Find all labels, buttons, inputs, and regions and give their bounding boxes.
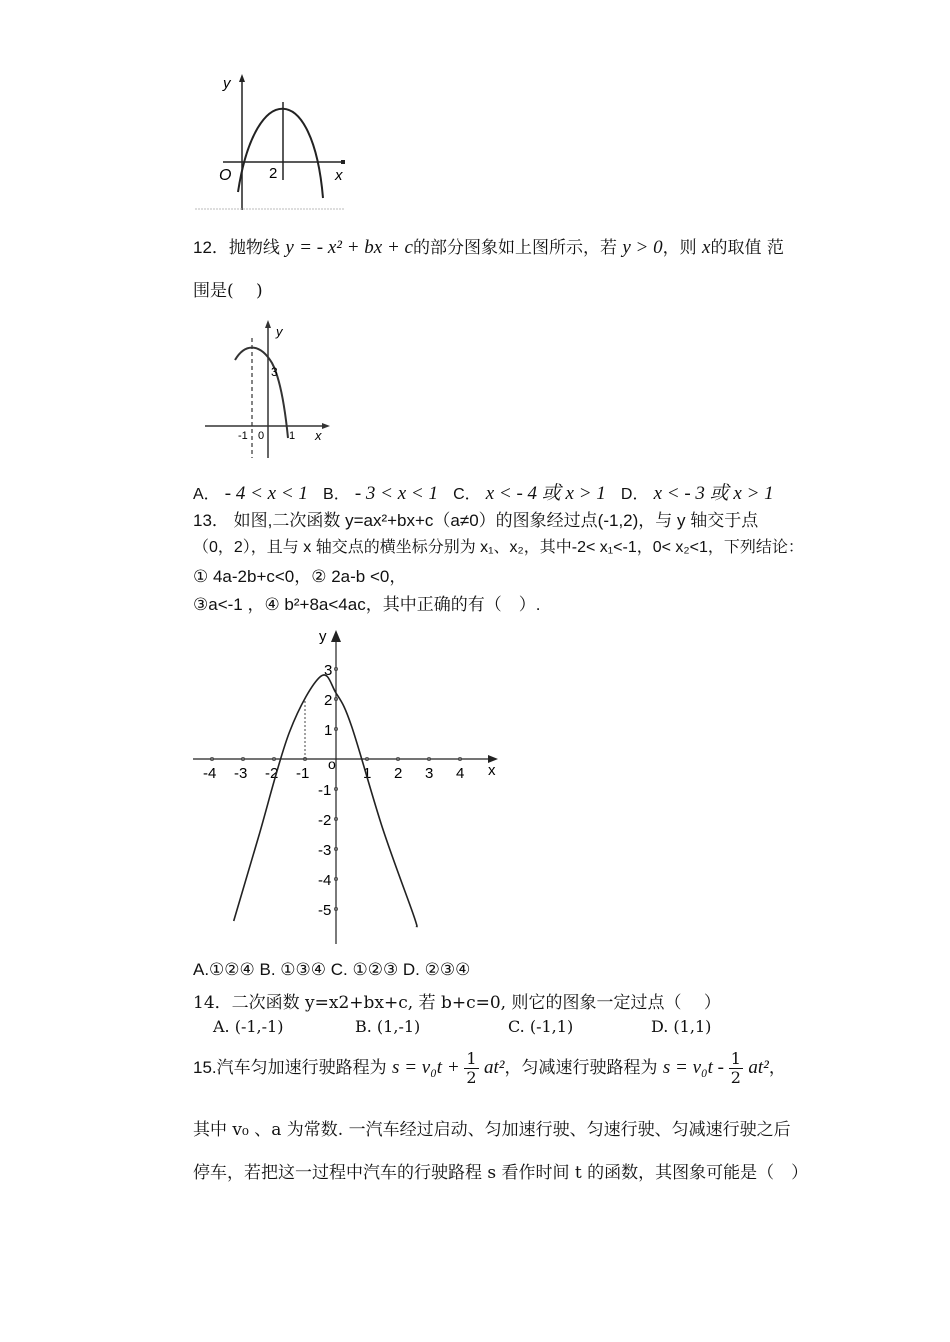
fig2-tick-1: 1 (289, 430, 296, 442)
fig2-origin: 0 (258, 430, 265, 442)
figure-2-parabola (200, 318, 335, 460)
q12-eq-rest: = - x² + bx + c (299, 237, 413, 258)
q13-line4: ③a<-1 ，④ b²+8a<4ac，其中正确的有（ ）. (193, 595, 541, 614)
q15-frac2-den: 2 (730, 1068, 741, 1087)
chart-y-tick-label-2: 1 (324, 722, 333, 739)
fig1-origin-label: O (219, 167, 232, 184)
chart-y-tick-label-0: 3 (324, 662, 333, 679)
figure-1-parabola (195, 70, 355, 212)
fig2-tick-minus1: -1 (238, 430, 248, 442)
q12-eq-y: y (285, 237, 294, 258)
q12-line1 (193, 233, 784, 259)
q15-eq1-tail: at² (484, 1057, 505, 1078)
q15-frac1-den: 2 (466, 1068, 477, 1087)
q15-eq2: s = v₀t - (662, 1057, 729, 1078)
q15-line3: 停车，若把这一过程中汽车的行驶路程 s 看作时间 t 的函数，其图象可能是（ ） (193, 1163, 809, 1183)
chart-y-tick-label-7: -5 (318, 902, 332, 919)
q14-options (213, 1017, 711, 1036)
fig1-x-label: x (335, 167, 343, 184)
q12-tail: 的取值 范 (710, 238, 784, 258)
q12-option-c-label: C． (453, 486, 481, 503)
chart-x-tick-label-0: -4 (203, 765, 217, 782)
q12-line2: 围是( ) (193, 281, 263, 301)
fig2-tick-3: 3 (271, 365, 278, 379)
q15-frac1 (464, 1050, 478, 1087)
chart-x-tick-label-6: 3 (425, 765, 434, 782)
fig1-x-arrow (341, 160, 345, 164)
q12-number: 12． (193, 238, 229, 257)
q14-option-d: D. (1,1) (651, 1017, 712, 1036)
chart-x-tick-label-2: -2 (265, 765, 279, 782)
chart-y-tick-label-3: -1 (318, 782, 332, 799)
fig2-curve (235, 348, 288, 438)
q15-eq1: s = v₀t + (392, 1057, 465, 1078)
q15-mid: ，匀减速行驶路程为 (504, 1058, 658, 1078)
fig1-curve (238, 109, 323, 198)
chart-y-tick-label-1: 2 (324, 692, 333, 709)
q15-eq2-tail: at² (748, 1057, 769, 1078)
q12-cond: y > 0 (622, 237, 663, 258)
chart-series-parabola (234, 675, 417, 927)
q12-var: x (702, 237, 711, 258)
q12-option-d: x < - 3 或 x > 1 (653, 483, 774, 504)
q15-frac1-num: 1 (466, 1049, 477, 1068)
q13-line1: 13． 如图,二次函数 y=ax²+bx+c（a≠0）的图象经过点(-1,2)，与 y 轴交于点 (193, 511, 759, 530)
q13-line3: ① 4a-2b+c<0，② 2a-b <0， (193, 567, 407, 586)
chart-y-tick-label-6: -4 (318, 872, 332, 889)
q12-options (193, 478, 774, 505)
fig2-y-arrow (265, 320, 271, 328)
q12-option-a: - 4 < x < 1 (224, 483, 308, 504)
q12-pre: 抛物线 (228, 238, 280, 258)
q15-frac2 (729, 1050, 743, 1087)
q14-line1: 14．二次函数 y=x2+bx+c, 若 b+c=0, 则它的图象一定过点（ ） (193, 993, 721, 1013)
q13-chart (190, 622, 510, 947)
q12-option-d-label: D． (620, 486, 649, 503)
chart-x-tick-label-5: 2 (394, 765, 403, 782)
q15-end: ， (768, 1058, 786, 1078)
q15-line2: 其中 v₀ 、a 为常数. 一汽车经过启动、匀加速行驶、匀速行驶、匀减速行驶之后 (193, 1120, 791, 1140)
q13-options: A.①②④ B. ①③④ C. ①②③ D. ②③④ (193, 960, 471, 979)
fig2-y-label: y (276, 324, 283, 339)
q14-option-b: B. (1,-1) (355, 1017, 421, 1036)
q15-number: 15. (193, 1058, 217, 1077)
fig1-y-label: y (223, 75, 231, 92)
chart-x-tick-label-1: -3 (234, 765, 248, 782)
q12-mid: 的部分图象如上图所示，若 (412, 238, 617, 258)
q12-option-a-label: A． (193, 486, 220, 503)
q15-frac2-num: 1 (730, 1049, 741, 1068)
chart-x-tick-label-4: 1 (363, 765, 372, 782)
q14-option-a: A. (-1,-1) (213, 1017, 284, 1036)
fig1-y-arrow (239, 74, 245, 82)
q14-option-c: C. (-1,1) (508, 1017, 574, 1036)
chart-x-tick-label-7: 4 (456, 765, 465, 782)
q13-line2: （0，2），且与 x 轴交点的横坐标分别为 x₁、x₂，其中-2< x₁<-1，0< x₂<1，下列结论： (193, 539, 804, 556)
fig1-tick-2: 2 (269, 165, 278, 182)
fig2-x-arrow (322, 423, 330, 429)
q12-option-b: - 3 < x < 1 (354, 483, 438, 504)
q12-option-c: x < - 4 或 x > 1 (485, 483, 606, 504)
q12-post: ，则 (662, 238, 697, 258)
chart-x-label: x (488, 762, 496, 779)
q15-line1 (193, 1050, 786, 1087)
chart-y-tick-label-4: -2 (318, 812, 332, 829)
chart-origin-label: o (328, 756, 336, 772)
q15-pre: 汽车匀加速行驶路程为 (216, 1058, 387, 1078)
chart-y-label: y (319, 628, 327, 645)
chart-x-tick-label-3: -1 (296, 765, 310, 782)
q12-option-b-label: B． (323, 486, 350, 503)
chart-y-arrow (331, 630, 341, 642)
fig2-x-label: x (315, 428, 322, 443)
chart-y-tick-label-5: -3 (318, 842, 332, 859)
